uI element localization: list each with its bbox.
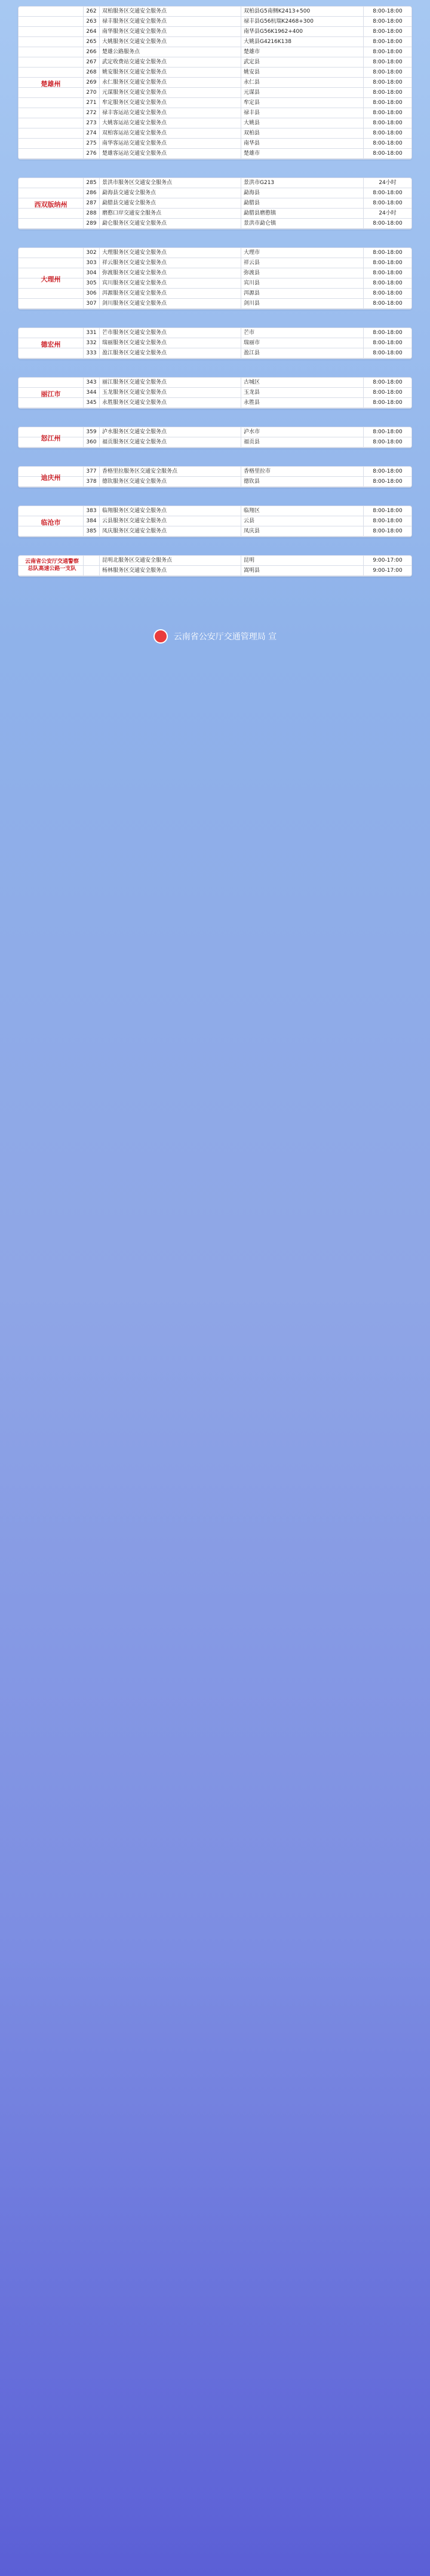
service-point-address: 禄丰县G56杭瑞K2468+300: [241, 17, 363, 26]
service-point-address: 武定县: [241, 57, 363, 67]
row-number: 272: [84, 108, 100, 118]
service-hours: 8:00-18:00: [363, 57, 411, 67]
service-point-name: 双柏服务区交通安全服务点: [102, 8, 167, 14]
row-number: 304: [84, 268, 100, 278]
service-point-name: 泸水服务区交通安全服务点: [102, 429, 167, 435]
city-column-spacer: [19, 98, 84, 108]
city-section: [18, 466, 412, 488]
service-point-address: 景洪市勐仑镇: [241, 219, 363, 228]
service-hours: 8:00-18:00: [363, 7, 411, 16]
table-row: [19, 37, 411, 47]
row-number: 289: [84, 219, 100, 228]
city-column-spacer: [19, 7, 84, 16]
table-row: [19, 248, 411, 258]
row-number: 286: [84, 188, 100, 198]
city-column-spacer: [19, 219, 84, 228]
city-column-spacer: [19, 526, 84, 536]
service-point-name: 杨林服务区交通安全服务点: [102, 568, 167, 574]
row-number: 302: [84, 248, 100, 258]
row-number: 273: [84, 118, 100, 128]
table-row: [19, 139, 411, 149]
service-point-name: 勐腊县交通安全服务点: [102, 200, 156, 206]
city-column-spacer: [19, 68, 84, 77]
city-column-spacer: [19, 108, 84, 118]
city-column-spacer: [19, 149, 84, 158]
row-number: 288: [84, 209, 100, 218]
service-point-address: 景洪市G213: [241, 178, 363, 188]
service-point-address: 勐腊县: [241, 198, 363, 208]
service-point-address: 大姚县: [241, 118, 363, 128]
city-column-spacer: [19, 17, 84, 26]
city-label-band: [19, 7, 411, 159]
city-column-spacer: [19, 348, 84, 358]
service-point-name: 永胜服务区交通安全服务点: [102, 400, 167, 406]
service-point-address: 姚安县: [241, 68, 363, 77]
table-row: [19, 68, 411, 78]
service-point-address: 牟定县: [241, 98, 363, 108]
service-point-name: 剑川服务区交通安全服务点: [102, 301, 167, 307]
service-point-name: 宾川服务区交通安全服务点: [102, 280, 167, 286]
city-label-band: [19, 427, 411, 448]
service-hours: 8:00-18:00: [363, 427, 411, 437]
city-column-spacer: [19, 209, 84, 218]
row-number: 385: [84, 526, 100, 536]
service-point-address: 禄丰县: [241, 108, 363, 118]
service-hours: 8:00-18:00: [363, 118, 411, 128]
city-label-band: [19, 467, 411, 487]
city-label-band: [19, 506, 411, 537]
row-number: [84, 566, 100, 575]
service-hours: 8:00-18:00: [363, 258, 411, 268]
service-point-address: 南华县: [241, 139, 363, 148]
service-hours: 8:00-18:00: [363, 378, 411, 387]
service-point-address: 剑川县: [241, 299, 363, 308]
table-row: [19, 7, 411, 17]
service-hours: 8:00-18:00: [363, 47, 411, 57]
service-point-name: 永仁服务区交通安全服务点: [102, 79, 167, 85]
service-point-name: 楚雄公路服务点: [102, 49, 140, 55]
service-hours: 8:00-18:00: [363, 506, 411, 516]
service-point-name: 牟定服务区交通安全服务点: [102, 100, 167, 106]
row-number: 377: [84, 467, 100, 476]
service-hours: 8:00-18:00: [363, 348, 411, 358]
row-number: 287: [84, 198, 100, 208]
service-hours: 9:00-17:00: [363, 566, 411, 575]
city-name: 丽江市: [41, 390, 61, 398]
city-column-spacer: [19, 188, 84, 198]
service-hours: 8:00-18:00: [363, 78, 411, 87]
service-point-address: 盈江县: [241, 348, 363, 358]
service-point-name: 大姚服务区交通安全服务点: [102, 39, 167, 45]
row-number: 307: [84, 299, 100, 308]
service-point-address: 大姚县G4216K138: [241, 37, 363, 47]
table-row: [19, 258, 411, 268]
service-hours: 8:00-18:00: [363, 139, 411, 148]
city-section: [18, 327, 412, 359]
service-point-name: 南华服务区交通安全服务点: [102, 29, 167, 35]
service-point-address: 元谋县: [241, 88, 363, 97]
service-point-name: 丽江服务区交通安全服务点: [102, 379, 167, 385]
service-point-name: 楚雄客运站交通安全服务点: [102, 151, 167, 157]
service-point-name: 德钦服务区交通安全服务点: [102, 479, 167, 485]
city-column-spacer: [19, 118, 84, 128]
city-column-spacer: [19, 328, 84, 338]
city-column-spacer: [19, 47, 84, 57]
service-point-name: 双柏客运站交通安全服务点: [102, 130, 167, 136]
service-point-address: 洱源县: [241, 289, 363, 298]
row-number: 360: [84, 437, 100, 447]
city-label-band: [19, 178, 411, 229]
city-column-spacer: [19, 258, 84, 268]
city-column-spacer: [19, 57, 84, 67]
service-hours: 8:00-18:00: [363, 198, 411, 208]
service-point-address: 云县: [241, 516, 363, 526]
service-point-address: 楚雄市: [241, 47, 363, 57]
row-number: [84, 556, 100, 565]
city-column-spacer: [19, 139, 84, 148]
service-point-address: 玉龙县: [241, 388, 363, 397]
row-number: 359: [84, 427, 100, 437]
city-column-spacer: [19, 37, 84, 47]
row-number: 343: [84, 378, 100, 387]
city-column-spacer: [19, 248, 84, 258]
service-hours: 8:00-18:00: [363, 219, 411, 228]
service-point-address: 临翔区: [241, 506, 363, 516]
city-section: [18, 377, 412, 409]
service-point-address: 弥渡县: [241, 268, 363, 278]
special-section: [18, 555, 412, 577]
service-hours: 8:00-18:00: [363, 98, 411, 108]
city-label-band: [19, 378, 411, 408]
service-point-address: 泸水市: [241, 427, 363, 437]
city-section: [18, 247, 412, 310]
table-row: [19, 506, 411, 516]
service-point-address: 香格里拉市: [241, 467, 363, 476]
service-hours: 8:00-18:00: [363, 328, 411, 338]
city-name: 楚雄州: [41, 79, 61, 88]
table-row: [19, 178, 411, 188]
special-section-label: 云南省公安厅交通警察总队高速公路一支队: [24, 559, 79, 572]
row-number: 269: [84, 78, 100, 87]
service-point-address: 宾川县: [241, 278, 363, 288]
service-hours: 8:00-18:00: [363, 149, 411, 158]
row-number: 271: [84, 98, 100, 108]
service-point-name: 凤庆服务区交通安全服务点: [102, 528, 167, 534]
row-number: 267: [84, 57, 100, 67]
service-point-name: 弥渡服务区交通安全服务点: [102, 270, 167, 276]
service-point-name: 祥云服务区交通安全服务点: [102, 260, 167, 266]
table-row: [19, 378, 411, 388]
service-point-name: 大姚客运站交通安全服务点: [102, 120, 167, 126]
city-column-spacer: [19, 289, 84, 298]
row-number: 331: [84, 328, 100, 338]
city-label-band: [19, 328, 411, 359]
row-number: 305: [84, 278, 100, 288]
city-name: 临沧市: [41, 518, 61, 526]
service-point-name: 禄丰服务区交通安全服务点: [102, 19, 167, 24]
service-point-name: 瑞丽服务区交通安全服务点: [102, 340, 167, 346]
row-number: 268: [84, 68, 100, 77]
footer: [18, 595, 412, 678]
city-column-spacer: [19, 378, 84, 387]
service-point-name: 大理服务区交通安全服务点: [102, 250, 167, 256]
service-point-address: 昆明: [241, 556, 363, 565]
row-number: 263: [84, 17, 100, 26]
table-row: [19, 299, 411, 309]
row-number: 265: [84, 37, 100, 47]
service-point-address: 瑞丽市: [241, 338, 363, 348]
row-number: 266: [84, 47, 100, 57]
service-hours: 8:00-18:00: [363, 477, 411, 486]
service-hours: 8:00-18:00: [363, 268, 411, 278]
service-point-name: 香格里拉服务区交通安全服务点: [102, 468, 178, 474]
service-point-name: 勐海县交通安全服务点: [102, 190, 156, 196]
service-point-address: 南华县G56K1962+400: [241, 27, 363, 36]
city-name: 德宏州: [41, 340, 61, 348]
service-point-name: 磨憨口岸交通安全服务点: [102, 210, 162, 216]
table-row: [19, 118, 411, 128]
city-section: [18, 177, 412, 229]
city-name: 大理州: [41, 275, 61, 283]
service-point-address: 永仁县: [241, 78, 363, 87]
footer-text: 云南省公安厅交通管理局 宣: [173, 632, 277, 642]
service-hours: 8:00-18:00: [363, 88, 411, 97]
service-hours: 8:00-18:00: [363, 17, 411, 26]
city-section: [18, 506, 412, 537]
service-hours: 8:00-18:00: [363, 278, 411, 288]
table-row: [19, 348, 411, 359]
row-number: 264: [84, 27, 100, 36]
city-label-band: [19, 248, 411, 309]
service-hours: 8:00-18:00: [363, 27, 411, 36]
city-column-spacer: [19, 398, 84, 408]
city-name: 迪庆州: [41, 474, 61, 482]
table-row: [19, 188, 411, 198]
city-name: 怒江州: [41, 434, 61, 442]
table-row: [19, 108, 411, 118]
service-point-address: 福贡县: [241, 437, 363, 447]
city-column-spacer: [19, 506, 84, 516]
table-row: [19, 149, 411, 159]
row-number: 344: [84, 388, 100, 397]
row-number: 262: [84, 7, 100, 16]
table-row: [19, 47, 411, 57]
service-point-address: 祥云县: [241, 258, 363, 268]
table-row: [19, 219, 411, 229]
city-column-spacer: [19, 178, 84, 188]
service-point-name: 元谋服务区交通安全服务点: [102, 90, 167, 96]
service-hours: 8:00-18:00: [363, 289, 411, 298]
service-hours: 8:00-18:00: [363, 467, 411, 476]
service-hours: 24小时: [363, 209, 411, 218]
service-point-address: 德钦县: [241, 477, 363, 486]
service-hours: 8:00-18:00: [363, 516, 411, 526]
table-row: [19, 57, 411, 68]
service-point-name: 福贡服务区交通安全服务点: [102, 439, 167, 445]
service-hours: 8:00-18:00: [363, 248, 411, 258]
service-point-name: 勐仑服务区交通安全服务点: [102, 220, 167, 226]
table-row: [19, 398, 411, 408]
row-number: 384: [84, 516, 100, 526]
service-hours: 9:00-17:00: [363, 556, 411, 565]
service-point-name: 南华客运站交通安全服务点: [102, 140, 167, 146]
service-hours: 8:00-18:00: [363, 526, 411, 536]
table-row: [19, 289, 411, 299]
service-hours: 24小时: [363, 178, 411, 188]
service-point-address: 凤庆县: [241, 526, 363, 536]
table-row: [19, 526, 411, 537]
row-number: 333: [84, 348, 100, 358]
service-point-name: 禄丰客运站交通安全服务点: [102, 110, 167, 116]
city-section: [18, 6, 412, 160]
page-wrapper: [18, 0, 412, 678]
city-name: 西双版纳州: [34, 200, 67, 209]
table-row: [19, 328, 411, 338]
service-point-name: 盈江服务区交通安全服务点: [102, 350, 167, 356]
service-point-name: 临翔服务区交通安全服务点: [102, 508, 167, 514]
service-point-address: 芒市: [241, 328, 363, 338]
row-number: 332: [84, 338, 100, 348]
service-hours: 8:00-18:00: [363, 37, 411, 47]
service-point-name: 芒市服务区交通安全服务点: [102, 330, 167, 336]
row-number: 275: [84, 139, 100, 148]
service-hours: 8:00-18:00: [363, 128, 411, 138]
row-number: 383: [84, 506, 100, 516]
service-point-address: 嵩明县: [241, 566, 363, 575]
city-column-spacer: [19, 299, 84, 308]
table-row: [19, 27, 411, 37]
service-point-name: 玉龙服务区交通安全服务点: [102, 390, 167, 396]
table-row: [19, 209, 411, 219]
police-emblem-icon: [153, 629, 168, 644]
service-hours: 8:00-18:00: [363, 388, 411, 397]
service-point-name: 云县服务区交通安全服务点: [102, 518, 167, 524]
service-point-address: 古城区: [241, 378, 363, 387]
row-number: 270: [84, 88, 100, 97]
table-row: [19, 17, 411, 27]
service-point-name: 昆明北服务区交通安全服务点: [102, 558, 173, 563]
row-number: 285: [84, 178, 100, 188]
service-point-name: 景洪市服务区交通安全服务点: [102, 180, 173, 186]
city-column-spacer: [19, 88, 84, 97]
row-number: 378: [84, 477, 100, 486]
service-point-address: 楚雄市: [241, 149, 363, 158]
service-hours: 8:00-18:00: [363, 108, 411, 118]
service-point-address: 永胜县: [241, 398, 363, 408]
service-point-name: 洱源服务区交通安全服务点: [102, 290, 167, 296]
service-hours: 8:00-18:00: [363, 437, 411, 447]
city-column-spacer: [19, 128, 84, 138]
service-point-name: 武定收费站交通安全服务点: [102, 59, 167, 65]
table-row: [19, 88, 411, 98]
row-number: 274: [84, 128, 100, 138]
city-section: [18, 427, 412, 448]
row-number: 345: [84, 398, 100, 408]
service-hours: 8:00-18:00: [363, 398, 411, 408]
service-hours: 8:00-18:00: [363, 338, 411, 348]
service-hours: 8:00-18:00: [363, 68, 411, 77]
service-point-address: 勐海县: [241, 188, 363, 198]
row-number: 276: [84, 149, 100, 158]
service-hours: 8:00-18:00: [363, 188, 411, 198]
service-point-address: 大理市: [241, 248, 363, 258]
service-point-address: 勐腊县磨憨镇: [241, 209, 363, 218]
city-column-spacer: [19, 27, 84, 36]
service-point-address: 双柏县: [241, 128, 363, 138]
service-point-name: 姚安服务区交通安全服务点: [102, 69, 167, 75]
table-row: [19, 98, 411, 108]
row-number: 303: [84, 258, 100, 268]
service-point-address: 双柏县G5南侧K2413+500: [241, 7, 363, 16]
service-hours: 8:00-18:00: [363, 299, 411, 308]
row-number: 306: [84, 289, 100, 298]
table-row: [19, 128, 411, 139]
